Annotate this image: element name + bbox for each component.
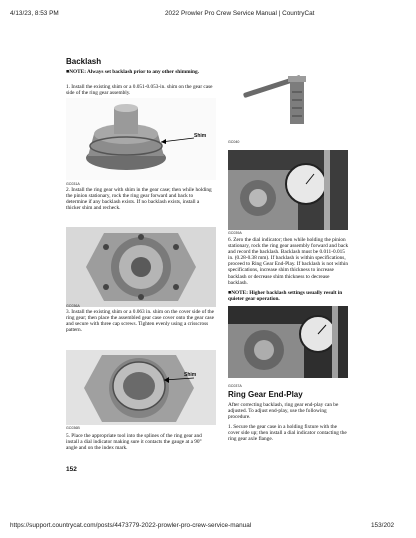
backlash-heading: Backlash xyxy=(66,57,102,66)
photo-code-gc036b: GC036B xyxy=(66,426,80,430)
endplay-intro: After correcting backlash, ring gear end-play can be adjusted. To adjust end-play, use the following procedure. xyxy=(228,402,339,421)
cover-shim-illustration xyxy=(66,350,216,425)
photo-end-play-setup xyxy=(228,306,348,378)
page-number: 152 xyxy=(66,466,77,473)
backlash-step-1: 1. Install the existing shim or a 0.051-0.053-in. shim on the gear case side of the ring gear assembly. xyxy=(66,84,213,97)
photo-code-gc039a: GC039A xyxy=(228,231,242,235)
ring-gear-shim-illustration xyxy=(66,98,216,180)
print-url: https://support.countrycat.com/posts/4473779-2022-prowler-pro-crew-service-manual xyxy=(10,522,252,529)
dial-indicator-illustration xyxy=(228,150,348,230)
gear-case-illustration xyxy=(66,227,216,307)
endplay-step-1: 1. Secure the gear case in a holding fixture with the cover side up; then install a dial indicator contacting the ring gear axle flange. xyxy=(228,424,347,443)
photo-dial-indicator xyxy=(228,150,348,230)
ring-gear-endplay-heading: Ring Gear End-Play xyxy=(228,390,303,399)
print-datetime: 4/13/23, 8:53 PM xyxy=(10,10,59,17)
photo-code-gc040: GC040 xyxy=(228,140,240,144)
backlash-step-3: 3. Install the existing shim or a 0.063 in. shim on the cover side of the ring gear; then place the assembled gear case cover onto the gear case and secure with three cap screws. Tighten evenly using a crisscross pattern. xyxy=(66,309,214,334)
endplay-step-6: 6. Zero the dial indicator; then while holding the pinion stationary, rock the ring gear assembly forward and back and record the backlash. Backlash must be 0.011-0.015 in. (0.28-0.38 mm). If backlash is within specifications, proceed to Ring Gear End-Play. If backlash is not within specifications, increase shim thickness to increase backlash or decrease shim thickness to decrease backlash. xyxy=(228,237,349,286)
photo-spline-tool xyxy=(228,62,348,132)
end-play-setup-illustration xyxy=(228,306,348,378)
shim-callout-2: Shim xyxy=(184,372,197,378)
photo-code-gc031a: GC031A xyxy=(66,182,80,186)
spline-tool-illustration xyxy=(228,62,348,132)
print-page-count: 153/202 xyxy=(371,522,395,529)
backlash-step-2: 2. Install the ring gear with shim in the gear case; then while holding the pinion stationary, rock the ring gear forward and back to determine if any backlash exists. If no backlash exists, install a thicker shim and recheck. xyxy=(66,187,212,212)
photo-code-gc036a: GC036A xyxy=(66,304,80,308)
backlash-note: ■NOTE: Always set backlash prior to any other shimming. xyxy=(66,69,199,75)
photo-cover-shim xyxy=(66,350,216,425)
print-page-title: 2022 Prowler Pro Crew Service Manual | CountryCat xyxy=(165,10,315,17)
backlash-step-5: 5. Place the appropriate tool into the splines of the ring gear and install a dial indicator making sure it contacts the gauge at a 90° angle and on the index mark. xyxy=(66,433,202,452)
shim-callout: Shim xyxy=(194,133,207,139)
photo-code-gc037a: GC037A xyxy=(228,384,242,388)
photo-gear-case xyxy=(66,227,216,307)
photo-ring-gear-shim xyxy=(66,98,216,180)
quieter-gear-note: ■NOTE: Higher backlash settings usually result in quieter gear operation. xyxy=(228,290,343,303)
